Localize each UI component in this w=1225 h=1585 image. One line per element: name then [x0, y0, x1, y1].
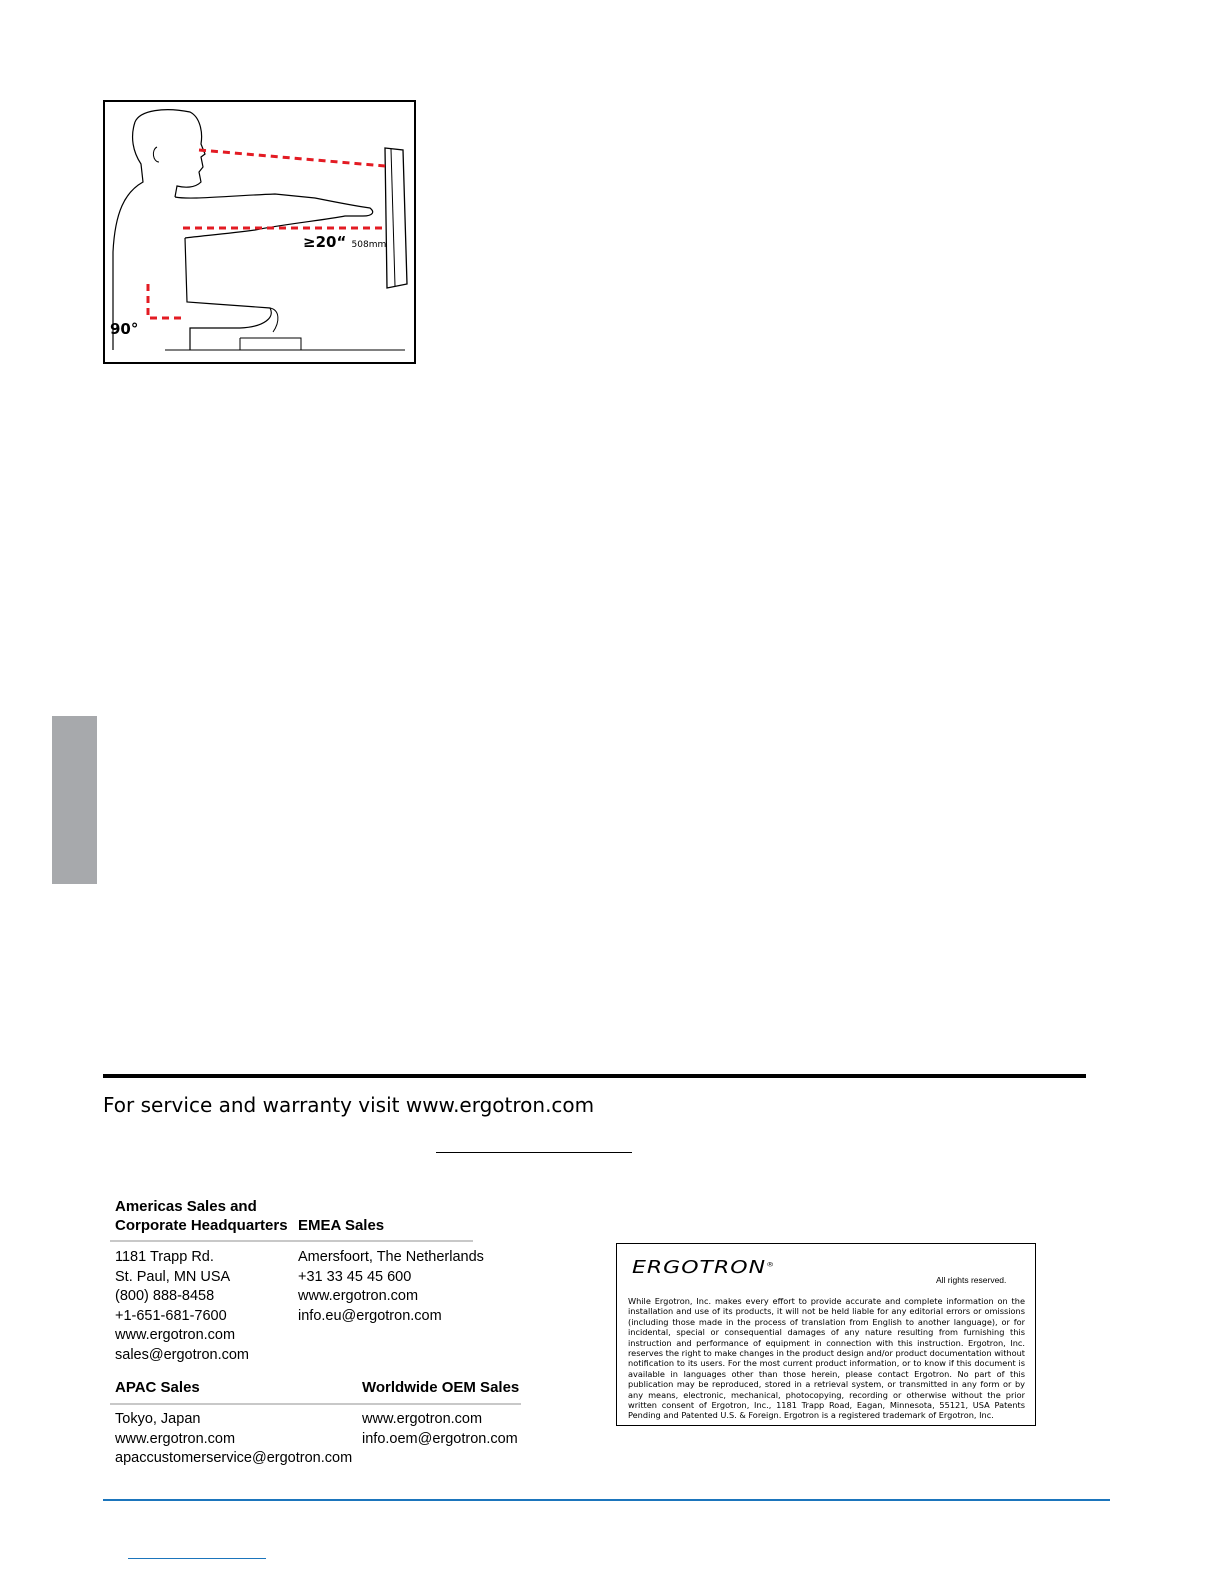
registered-mark: ® — [766, 1260, 776, 1269]
emea-title: EMEA Sales — [298, 1217, 385, 1234]
angle-label: 90° — [110, 320, 139, 338]
apac-line: Tokyo, Japan — [115, 1411, 201, 1427]
emea-line: Amersfoort, The Netherlands — [298, 1249, 484, 1265]
distance-label — [303, 233, 386, 251]
americas-line: St. Paul, MN USA — [115, 1268, 231, 1285]
emea-line: +31 33 45 45 600 — [298, 1268, 412, 1285]
oem-title: Worldwide OEM Sales — [362, 1379, 520, 1396]
americas-line: +1-651-681-7600 — [115, 1307, 227, 1324]
rights-reserved: All rights reserved. — [936, 1275, 1007, 1285]
legal-text: While Ergotron, Inc. makes every effort to provide accurate and complete information on the installation and use of its products, it will not be held liable for any editorial errors or omissions (including those made in the process of translation from English to another language), or for incidental, special or consequential damages of any nature resulting from furnishing this instruction and performance of equipment in connection with this instruction. Ergotron, Inc. reserves the right to make changes in the product design and/or product documentation without notification to its users. For the most current product information, or to know if this document is available in languages other than those herein, please contact Ergotron. No part of this publication may be reproduced, stored in a retrieval system, or transmitted in any form or by any means, electronic, mechanical, photocopying, recording or otherwise without the prior written consent of Ergotron, Inc., 1181 Trapp Road, Eagan, Minnesota, 55121, USA Patents Pending and Patented U.S. & Foreign. Ergotron is a registered trademark of Ergotron, Inc. — [628, 1296, 1026, 1421]
side-tab — [52, 716, 97, 884]
ergotron-logo — [632, 1258, 775, 1278]
oem-line: info.oem@ergotron.com — [362, 1430, 518, 1447]
short-divider — [436, 1152, 632, 1153]
ergonomic-figure — [103, 100, 416, 364]
emea-line: www.ergotron.com — [298, 1288, 419, 1304]
contacts-rule-bottom — [110, 1403, 521, 1405]
emea-line: info.eu@ergotron.com — [298, 1307, 442, 1324]
logo-text: ERGOTRON — [632, 1258, 767, 1278]
apac-line: apaccustomerservice@ergotron.com — [115, 1450, 353, 1466]
apac-details — [115, 1410, 352, 1469]
americas-title — [115, 1197, 288, 1235]
contacts-rule-top — [110, 1240, 473, 1242]
bottom-link-underline — [128, 1558, 266, 1559]
oem-line: www.ergotron.com — [362, 1411, 483, 1427]
americas-line: sales@ergotron.com — [115, 1346, 249, 1363]
oem-details — [362, 1410, 518, 1449]
americas-details — [115, 1248, 249, 1365]
distance-mm: 508mm — [351, 240, 387, 250]
americas-line: 1181 Trapp Rd. — [115, 1249, 214, 1265]
distance-inches: ≥20“ — [303, 233, 347, 251]
legal-notice-box — [616, 1243, 1036, 1426]
apac-title: APAC Sales — [115, 1379, 200, 1396]
divider-rule — [103, 1074, 1086, 1078]
footer-blue-rule — [103, 1499, 1110, 1501]
emea-details — [298, 1248, 484, 1326]
americas-title-line1: Americas Sales and — [115, 1198, 257, 1215]
apac-line: www.ergotron.com — [115, 1430, 236, 1447]
americas-title-line2: Corporate Headquarters — [115, 1217, 288, 1234]
americas-line: (800) 888-8458 — [115, 1288, 215, 1304]
americas-line: www.ergotron.com — [115, 1327, 236, 1343]
service-text: For service and warranty visit www.ergotron.com — [103, 1093, 595, 1117]
